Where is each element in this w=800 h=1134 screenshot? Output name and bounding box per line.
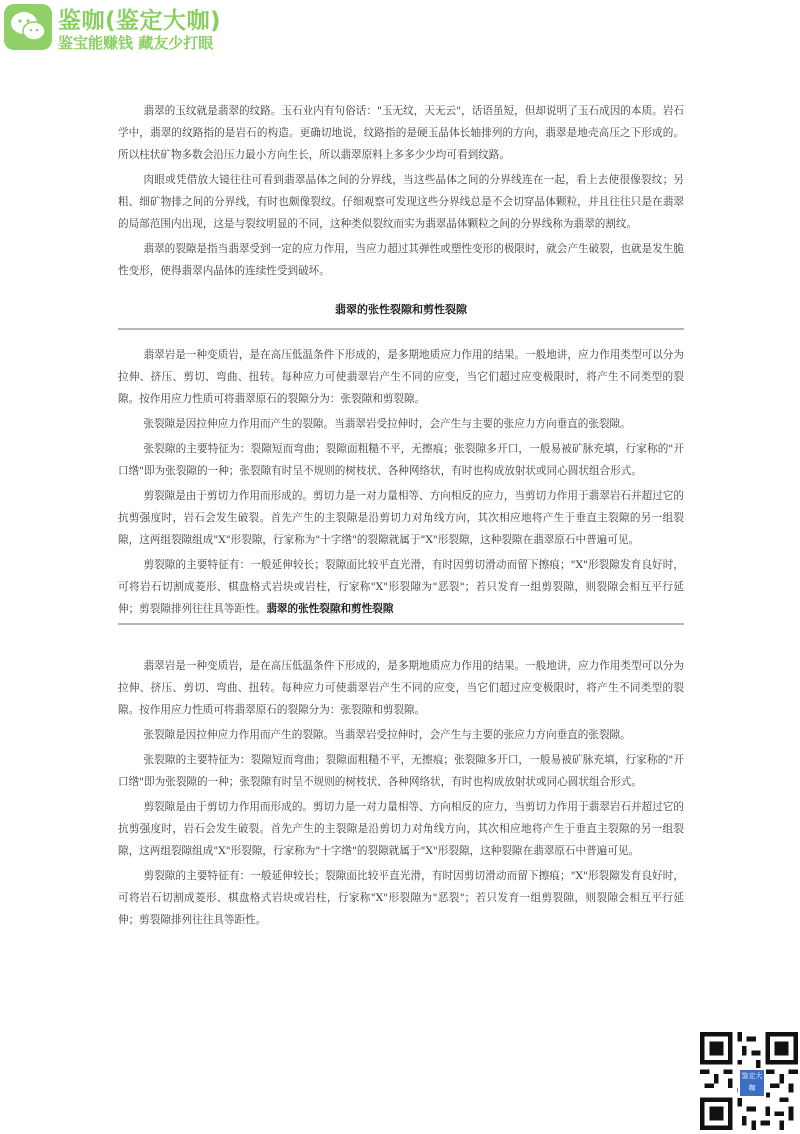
wechat-logo-icon xyxy=(4,4,52,50)
paragraph: 肉眼或凭借放大镜往往可看到翡翠晶体之间的分界线，当这些晶体之间的分界线连在一起，看上去使很像裂纹；另粗、细矿物排之间的分界线，有时也颇像裂纹。仔细观察可发现这些分界线总是不会切穿晶体颗粒，并且往往只是在翡翠的局部范围内出现，这是与裂纹明显的不同，这种类似裂纹而实为翡翠晶体颗粒之间的分界线称为翡翠的割纹。 xyxy=(118,174,684,230)
paragraph: 剪裂隙的主要特征有：一般延伸较长；裂隙面比较平直光滑，有时因剪切滑动而留下擦痕；"X"形裂隙发育良好时，可将岩石切割成菱形、棋盘格式岩块或岩柱，行家称"X"形裂隙为"恶裂"；若只发育一组剪裂隙，则裂隙会相互平行延伸；剪裂隙排列往往具等距性。 xyxy=(118,870,684,926)
qr-code-icon xyxy=(700,1032,798,1130)
paragraph: 翡翠的裂隙是指当翡翠受到一定的应力作用，当应力超过其弹性或塑性变形的极限时，就会产生破裂，也就是发生脆性变形，使得翡翠内晶体的连续性受到破坏。 xyxy=(118,243,684,277)
paragraph: 张裂隙的主要特征为：裂隙短而弯曲；裂隙面粗糙不平，无擦痕；张裂隙多开口，一般易被矿脉充填，行家称的"开口绺"即为张裂隙的一种；张裂隙有时呈不规则的树枝状、各种网络状，有时也构成放射状或同心圆状组合形式。 xyxy=(118,443,684,477)
paragraph: 张裂隙是因拉伸应力作用而产生的裂隙。当翡翠岩受拉伸时，会产生与主要的张应力方向垂直的张裂隙。 xyxy=(143,729,631,741)
section-heading: 翡翠的张性裂隙和剪性裂隙 xyxy=(335,303,467,316)
divider xyxy=(118,623,684,625)
paragraph: 剪裂隙是由于剪切力作用而形成的。剪切力是一对力量相等、方向相反的应力，当剪切力作用于翡翠岩石并超过它的抗剪强度时，岩石会发生破裂。首先产生的主裂隙是沿剪切力对角线方向，其次相应地将产生于垂直主裂隙的另一组裂隙，这两组裂隙组成"X"形裂隙，行家称为"十字绺"的裂隙就属于"X"形裂隙，这种裂隙在翡翠原石中普遍可见。 xyxy=(118,490,684,546)
divider xyxy=(118,328,684,330)
qr-center-logo: 鉴定大咖 xyxy=(738,1068,766,1098)
watermark xyxy=(0,0,260,56)
article xyxy=(118,100,684,934)
paragraph: 剪裂隙是由于剪切力作用而形成的。剪切力是一对力量相等、方向相反的应力，当剪切力作用于翡翠岩石并超过它的抗剪强度时，岩石会发生破裂。首先产生的主裂隙是沿剪切力对角线方向，其次相应地将产生于垂直主裂隙的另一组裂隙，这两组裂隙组成"X"形裂隙，行家称为"十字绺"的裂隙就属于"X"形裂隙，这种裂隙在翡翠原石中普遍可见。 xyxy=(118,801,684,857)
paragraph: 张裂隙是因拉伸应力作用而产生的裂隙。当翡翠岩受拉伸时，会产生与主要的张应力方向垂直的张裂隙。 xyxy=(143,418,631,430)
watermark-title: 鉴咖(鉴定大咖) xyxy=(58,8,222,34)
paragraph: 翡翠岩是一种变质岩，是在高压低温条件下形成的，是多期地质应力作用的结果。一般地讲，应力作用类型可以分为拉伸、挤压、剪切、弯曲、扭转。每种应力可使翡翠岩产生不同的应变，当它们超过应变极限时，将产生不同类型的裂隙。按作用应力性质可将翡翠原石的裂隙分为：张裂隙和剪裂隙。 xyxy=(118,349,684,405)
inline-section-heading: 翡翠的张性裂隙和剪性裂隙 xyxy=(266,603,394,615)
paragraph: 翡翠的玉纹就是翡翠的纹路。玉石业内有句俗话："玉无纹，天无云"，话语虽短，但却说明了玉石成因的本质。岩石学中，翡翠的纹路指的是岩石的构造。更确切地说，纹路指的是硬玉晶体长轴排列的方向，翡翠是地壳高压之下形成的。所以柱状矿物多数会沿压力最小方向生长，所以翡翠原料上多多少少均可看到纹路。 xyxy=(118,105,684,161)
paragraph-text: 剪裂隙的主要特征有：一般延伸较长；裂隙面比较平直光滑，有时因剪切滑动而留下擦痕；"X"形裂隙发育良好时，可将岩石切割成菱形、棋盘格式岩块或岩柱，行家称"X"形裂隙为"恶裂"；若只发育一组剪裂隙，则裂隙会相互平行延伸；剪裂隙排列往往具等距性。 xyxy=(118,559,684,615)
paragraph: 翡翠岩是一种变质岩，是在高压低温条件下形成的，是多期地质应力作用的结果。一般地讲，应力作用类型可以分为拉伸、挤压、剪切、弯曲、扭转。每种应力可使翡翠岩产生不同的应变，当它们超过应变极限时，将产生不同类型的裂隙。按作用应力性质可将翡翠原石的裂隙分为：张裂隙和剪裂隙。 xyxy=(118,660,684,716)
watermark-subtitle: 鉴宝能赚钱 藏友少打眼 xyxy=(58,34,214,52)
paragraph: 张裂隙的主要特征为：裂隙短而弯曲；裂隙面粗糙不平，无擦痕；张裂隙多开口，一般易被矿脉充填，行家称的"开口绺"即为张裂隙的一种；张裂隙有时呈不规则的树枝状、各种网络状，有时也构成放射状或同心圆状组合形式。 xyxy=(118,754,684,788)
paragraph xyxy=(118,554,684,620)
